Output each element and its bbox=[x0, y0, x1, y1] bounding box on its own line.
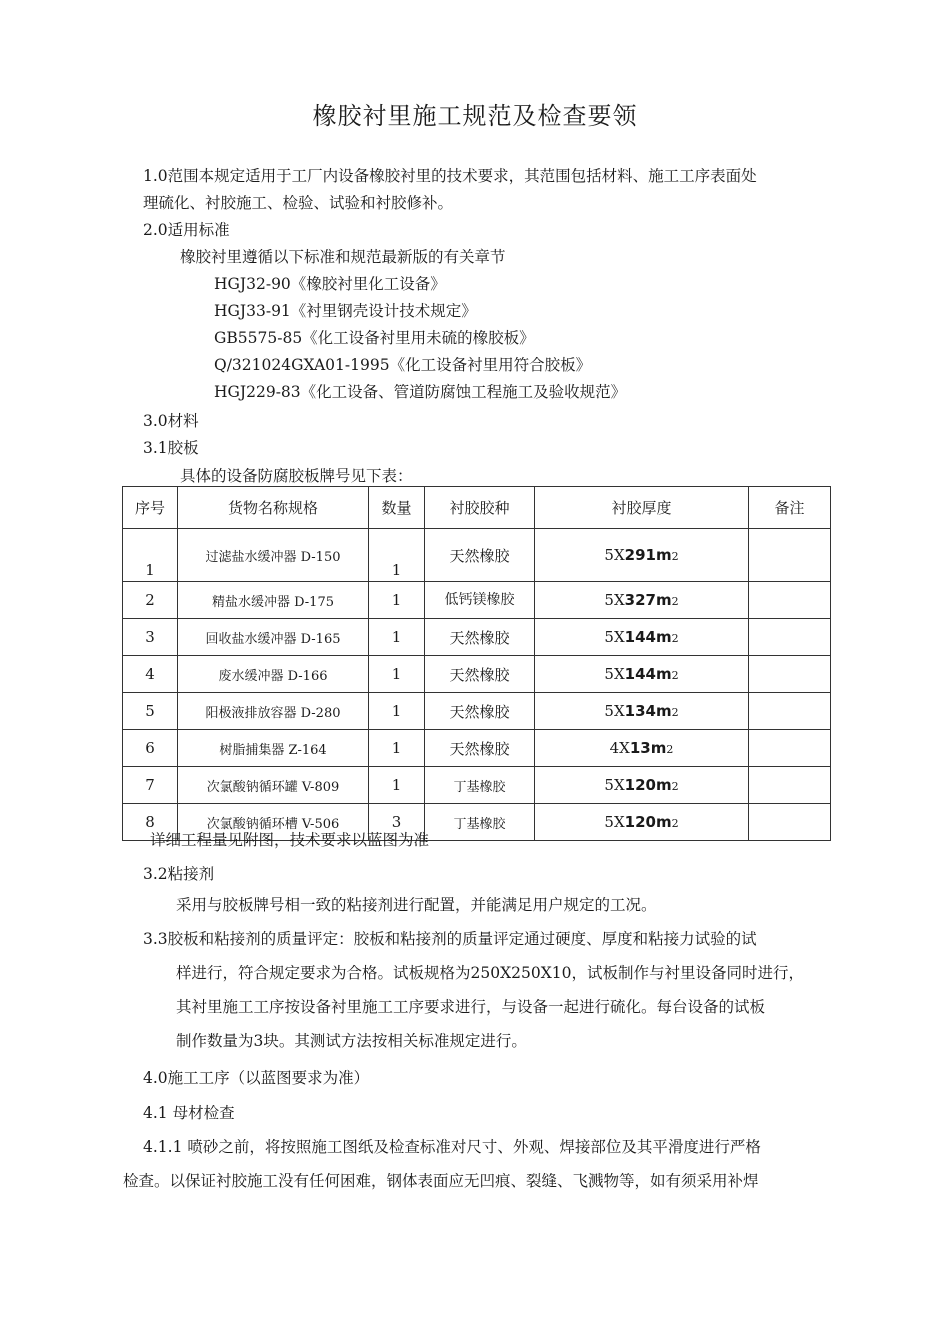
table-row bbox=[123, 529, 831, 582]
cell-no: 1 bbox=[123, 529, 178, 582]
cell-rubber-type: 天然橡胶 bbox=[425, 656, 535, 693]
cell-name: 废水缓冲器 D-166 bbox=[178, 656, 369, 693]
section-3-2-heading: 3.2粘接剂 bbox=[143, 865, 215, 883]
thickness-area: 120m bbox=[624, 776, 672, 794]
section-4-1-1-line-2: 检查。以保证衬胶施工没有任何困难，钢体表面应无凹痕、裂缝、飞溅物等，如有须采用补焊 bbox=[123, 1172, 759, 1190]
thickness-count: 4X bbox=[609, 739, 630, 757]
cell-note bbox=[749, 656, 831, 693]
thickness-area: 13m bbox=[629, 739, 667, 757]
section-3-3-line-2: 样进行，符合规定要求为合格。试板规格为250X250X10，试板制作与衬里设备同时进行， bbox=[176, 964, 804, 982]
cell-no: 4 bbox=[123, 656, 178, 693]
cell-rubber-type: 丁基橡胶 bbox=[425, 804, 535, 841]
standard-item: GB5575-85《化工设备衬里用未硫的橡胶板》 bbox=[214, 329, 535, 347]
section-4-1-heading: 4.1 母材检查 bbox=[143, 1104, 235, 1122]
cell-qty: 1 bbox=[369, 529, 425, 582]
thickness-area: 120m bbox=[624, 813, 672, 831]
cell-no: 5 bbox=[123, 693, 178, 730]
cell-rubber-type: 低钙镁橡胶 bbox=[425, 582, 535, 619]
thickness-count: 5X bbox=[604, 628, 625, 646]
table-row bbox=[123, 767, 831, 804]
thickness-count: 5X bbox=[604, 702, 625, 720]
cell-qty: 1 bbox=[369, 730, 425, 767]
table-row bbox=[123, 619, 831, 656]
standard-item: Q/321024GXA01-1995《化工设备衬里用符合胶板》 bbox=[214, 356, 592, 374]
cell-rubber-type: 天然橡胶 bbox=[425, 693, 535, 730]
thickness-area: 327m bbox=[624, 591, 672, 609]
cell-thickness bbox=[535, 767, 749, 804]
rubber-sheet-table bbox=[122, 486, 831, 841]
thickness-unit-sup: 2 bbox=[671, 669, 679, 682]
thickness-count: 5X bbox=[604, 665, 625, 683]
table-row bbox=[123, 656, 831, 693]
cell-name: 回收盐水缓冲器 D-165 bbox=[178, 619, 369, 656]
cell-thickness bbox=[535, 804, 749, 841]
cell-rubber-type: 天然橡胶 bbox=[425, 619, 535, 656]
cell-note bbox=[749, 767, 831, 804]
thickness-area: 291m bbox=[624, 546, 672, 564]
thickness-area: 144m bbox=[624, 628, 672, 646]
table-row bbox=[123, 693, 831, 730]
cell-name: 阳极液排放容器 D-280 bbox=[178, 693, 369, 730]
standard-item: HGJ229-83《化工设备、管道防腐蚀工程施工及验收规范》 bbox=[214, 383, 627, 401]
thickness-unit-sup: 2 bbox=[671, 595, 679, 608]
thickness-unit-sup: 2 bbox=[671, 780, 679, 793]
section-4-heading: 4.0施工工序（以蓝图要求为准） bbox=[143, 1069, 370, 1087]
header-qty: 数量 bbox=[369, 487, 425, 529]
cell-note bbox=[749, 619, 831, 656]
thickness-count: 5X bbox=[604, 546, 625, 564]
cell-name: 次氯酸钠循环槽 V-506 bbox=[178, 804, 369, 841]
cell-no: 2 bbox=[123, 582, 178, 619]
header-thickness: 衬胶厚度 bbox=[535, 487, 749, 529]
cell-name: 树脂捕集器 Z-164 bbox=[178, 730, 369, 767]
standard-item: HGJ33-91《衬里钢壳设计技术规定》 bbox=[214, 302, 477, 320]
thickness-count: 5X bbox=[604, 591, 625, 609]
table-row bbox=[123, 582, 831, 619]
cell-rubber-type: 天然橡胶 bbox=[425, 730, 535, 767]
cell-qty: 1 bbox=[369, 582, 425, 619]
thickness-unit-sup: 2 bbox=[671, 632, 679, 645]
cell-name: 精盐水缓冲器 D-175 bbox=[178, 582, 369, 619]
header-no: 序号 bbox=[123, 487, 178, 529]
cell-qty: 1 bbox=[369, 656, 425, 693]
section-3-3-line-3: 其衬里施工工序按设备衬里施工工序要求进行，与设备一起进行硫化。每台设备的试板 bbox=[176, 998, 766, 1016]
cell-note bbox=[749, 730, 831, 767]
header-note: 备注 bbox=[749, 487, 831, 529]
table-row bbox=[123, 730, 831, 767]
cell-note bbox=[749, 693, 831, 730]
cell-qty: 1 bbox=[369, 619, 425, 656]
thickness-area: 134m bbox=[624, 702, 672, 720]
cell-thickness bbox=[535, 619, 749, 656]
section-2-intro: 橡胶衬里遵循以下标准和规范最新版的有关章节 bbox=[180, 248, 506, 266]
section-2-heading: 2.0适用标准 bbox=[143, 221, 230, 239]
cell-note bbox=[749, 529, 831, 582]
cell-thickness bbox=[535, 529, 749, 582]
section-4-1-1-line-1: 4.1.1 喷砂之前，将按照施工图纸及检查标准对尺寸、外观、焊接部位及其平滑度进行严格 bbox=[143, 1138, 761, 1156]
section-1-line-2: 理硫化、衬胶施工、检验、试验和衬胶修补。 bbox=[143, 194, 454, 212]
cell-name: 过滤盐水缓冲器 D-150 bbox=[178, 529, 369, 582]
cell-qty: 1 bbox=[369, 767, 425, 804]
standard-item: HGJ32-90《橡胶衬里化工设备》 bbox=[214, 275, 446, 293]
section-3-2-text: 采用与胶板牌号相一致的粘接剂进行配置，并能满足用户规定的工况。 bbox=[176, 896, 657, 914]
cell-rubber-type: 丁基橡胶 bbox=[425, 767, 535, 804]
cell-no: 8 bbox=[123, 804, 178, 841]
section-3-3-line-1: 3.3胶板和粘接剂的质量评定：胶板和粘接剂的质量评定通过硬度、厚度和粘接力试验的试 bbox=[143, 930, 757, 948]
thickness-area: 144m bbox=[624, 665, 672, 683]
section-3-heading: 3.0材料 bbox=[143, 412, 199, 430]
cell-qty: 1 bbox=[369, 693, 425, 730]
cell-thickness bbox=[535, 656, 749, 693]
cell-no: 7 bbox=[123, 767, 178, 804]
cell-no: 3 bbox=[123, 619, 178, 656]
cell-name: 次氯酸钠循环罐 V-809 bbox=[178, 767, 369, 804]
header-name: 货物名称规格 bbox=[178, 487, 369, 529]
cell-note bbox=[749, 804, 831, 841]
cell-thickness bbox=[535, 693, 749, 730]
table-header-row bbox=[123, 487, 831, 529]
cell-note bbox=[749, 582, 831, 619]
section-3-1-heading: 3.1胶板 bbox=[143, 439, 199, 457]
cell-qty: 3 bbox=[369, 804, 425, 841]
section-1-line-1: 1.0范围本规定适用于工厂内设备橡胶衬里的技术要求，其范围包括材料、施工工序表面处 bbox=[143, 167, 757, 185]
after-table-note: 详细工程量见附图，技术要求以蓝图为准 bbox=[150, 831, 430, 849]
section-3-3-line-4: 制作数量为3块。其测试方法按相关标准规定进行。 bbox=[176, 1032, 527, 1050]
section-3-1-intro: 具体的设备防腐胶板牌号见下表： bbox=[180, 467, 413, 485]
cell-thickness bbox=[535, 582, 749, 619]
document-title: 橡胶衬里施工规范及检查要领 bbox=[312, 102, 638, 130]
thickness-unit-sup: 2 bbox=[671, 550, 679, 563]
thickness-unit-sup: 2 bbox=[671, 817, 679, 830]
thickness-unit-sup: 2 bbox=[671, 706, 679, 719]
header-rubber-type: 衬胶胶种 bbox=[425, 487, 535, 529]
cell-rubber-type: 天然橡胶 bbox=[425, 529, 535, 582]
thickness-count: 5X bbox=[604, 776, 625, 794]
thickness-unit-sup: 2 bbox=[666, 743, 674, 756]
thickness-count: 5X bbox=[604, 813, 625, 831]
cell-thickness bbox=[535, 730, 749, 767]
cell-no: 6 bbox=[123, 730, 178, 767]
